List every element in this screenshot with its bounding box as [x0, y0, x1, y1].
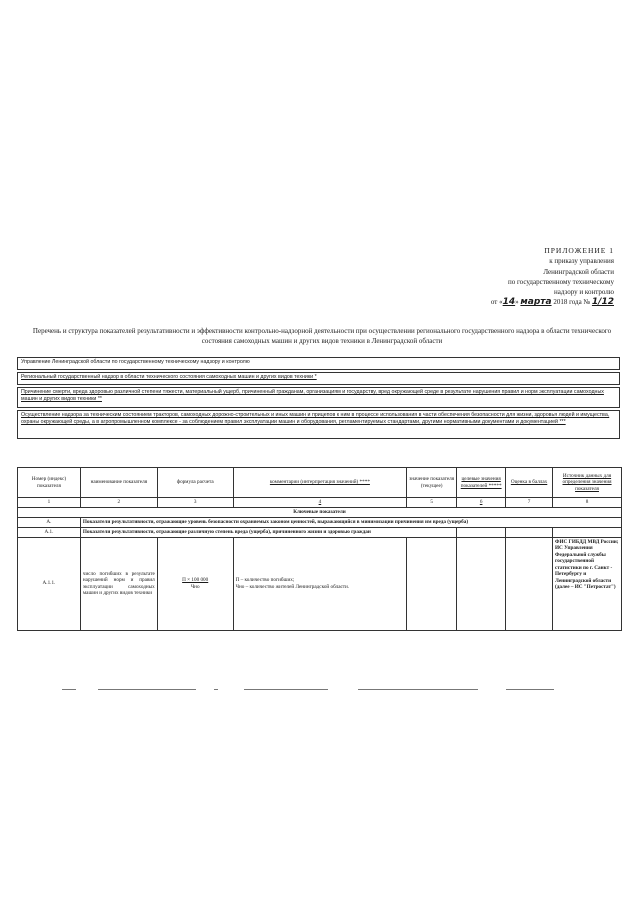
info-row-supervision-type: Региональный государственный надзор в области технического состояния самоходных машин и других видов техники * [17, 372, 620, 385]
date-month: марта [520, 297, 552, 308]
row-code: А.1. [18, 527, 81, 537]
column-number: 7 [506, 498, 553, 508]
order-number: 1/12 [591, 297, 614, 308]
header-source: Источник данных для определения значения показателя [553, 468, 622, 498]
row-description: Показатели результативности, отражающие различную степень вреда (ущерба), причиненного жизни и здоровью граждан [80, 527, 456, 537]
footer-rule [214, 689, 218, 690]
column-number: 6 [457, 498, 506, 508]
info-row-harm: Причинение смерти, вреда здоровью различной степени тяжести, материальный ущерб, причиненный гражданам, организациям и государству, вред окружающей среде в результате нарушения правил и норм эксплуатации самоходных машин и других видов техники ** [17, 387, 620, 408]
appendix-block [424, 246, 614, 308]
appendix-line: надзору и контролю [554, 288, 614, 297]
header-formula: формула расчета [157, 468, 233, 498]
date-prefix: от « [490, 298, 503, 307]
header-name: наименование показателя [80, 468, 157, 498]
document-heading: Перечень и структура показателей результативности и эффективности контрольно-надзорной деятельности при осуществлении регионального государственного надзора в области технического состояния самоходных машин и других видов техники в Ленинградской области [32, 327, 612, 345]
source-cell: ФИС ГИБДД МВД России; ИС Управления Федеральной службы государственной статистики по г. Санкт - Петербургу и Ленинградской области (далее – ИС "Петростат") [553, 537, 622, 630]
comment-line: Чно – количество жителей Ленинградской области. [235, 583, 350, 590]
table-row-a11 [18, 537, 622, 630]
footer-rule [358, 689, 478, 690]
header-index: Номер (индекс) показателя [18, 468, 81, 498]
info-row-authority: Управление Ленинградской области по государственному техническому надзору и контролю [17, 357, 620, 370]
appendix-date-line [424, 297, 614, 307]
formula-denominator: Чно [190, 583, 200, 590]
column-number: 3 [157, 498, 233, 508]
footer-rule [244, 689, 328, 690]
indicator-name: число погибших в результате нарушений норм и правил эксплуатации самоходных машин и других видов техники [80, 537, 157, 630]
appendix-line: Ленинградской области [543, 267, 614, 276]
formula-cell [157, 537, 233, 630]
header-row [18, 468, 622, 498]
table-row-a1 [18, 527, 622, 537]
header-current: значение показателя (текущее) [407, 468, 457, 498]
column-number: 1 [18, 498, 81, 508]
column-number: 5 [407, 498, 457, 508]
empty-cell [457, 527, 506, 537]
appendix-line: к приказу управления [549, 257, 614, 266]
score-cell [506, 537, 553, 630]
footer-rule [98, 689, 196, 690]
row-code: А.1.1. [18, 537, 81, 630]
current-value-cell [407, 537, 457, 630]
table-row-a [18, 517, 622, 527]
footer-rule [506, 689, 554, 690]
target-value-cell [457, 537, 506, 630]
header-score: Оценка в баллах [506, 468, 553, 498]
number-prefix: № [583, 298, 591, 307]
indicators-table [17, 467, 622, 631]
section-title: Ключевые показатели [18, 508, 622, 518]
header-comments: комментарии (интерпретация значений) **** [233, 468, 407, 498]
info-row-supervision-scope: Осуществление надзора за техническим состоянием тракторов, самоходных дорожно-строительных и иных машин и прицепов к ним в процессе использования в части обеспечения безопасности для жизни, здоровья людей и имущества, охраны окружающей среды, а в агропромышленном комплексе - за соблюдением правил эксплуатации машин и оборудования, регламентируемых стандартами, другими нормативными документами и документацией *** [17, 410, 620, 439]
column-number: 4 [233, 498, 407, 508]
empty-cell [553, 527, 622, 537]
column-number: 2 [80, 498, 157, 508]
comment-line: П – количество погибших; [235, 577, 295, 583]
date-mid: » [515, 298, 519, 307]
row-description: Показатели результативности, отражающие уровень безопасности охраняемых законом ценностей, выражающийся в минимизации причинения им вреда (ущерба) [80, 517, 621, 527]
row-code: А. [18, 517, 81, 527]
appendix-title: ПРИЛОЖЕНИЕ 1 [544, 246, 614, 255]
column-number: 8 [553, 498, 622, 508]
empty-cell [506, 527, 553, 537]
formula-numerator: П × 100 000 [182, 577, 209, 583]
appendix-line: по государственному техническому [507, 277, 614, 286]
comment-cell [233, 537, 407, 630]
footer-rule [62, 689, 76, 690]
column-numbers-row [18, 498, 622, 508]
section-row [18, 508, 622, 518]
date-day: 14 [502, 297, 516, 308]
header-target: целевые значения показателей ***** [457, 468, 506, 498]
date-year: 2018 года [553, 298, 582, 307]
